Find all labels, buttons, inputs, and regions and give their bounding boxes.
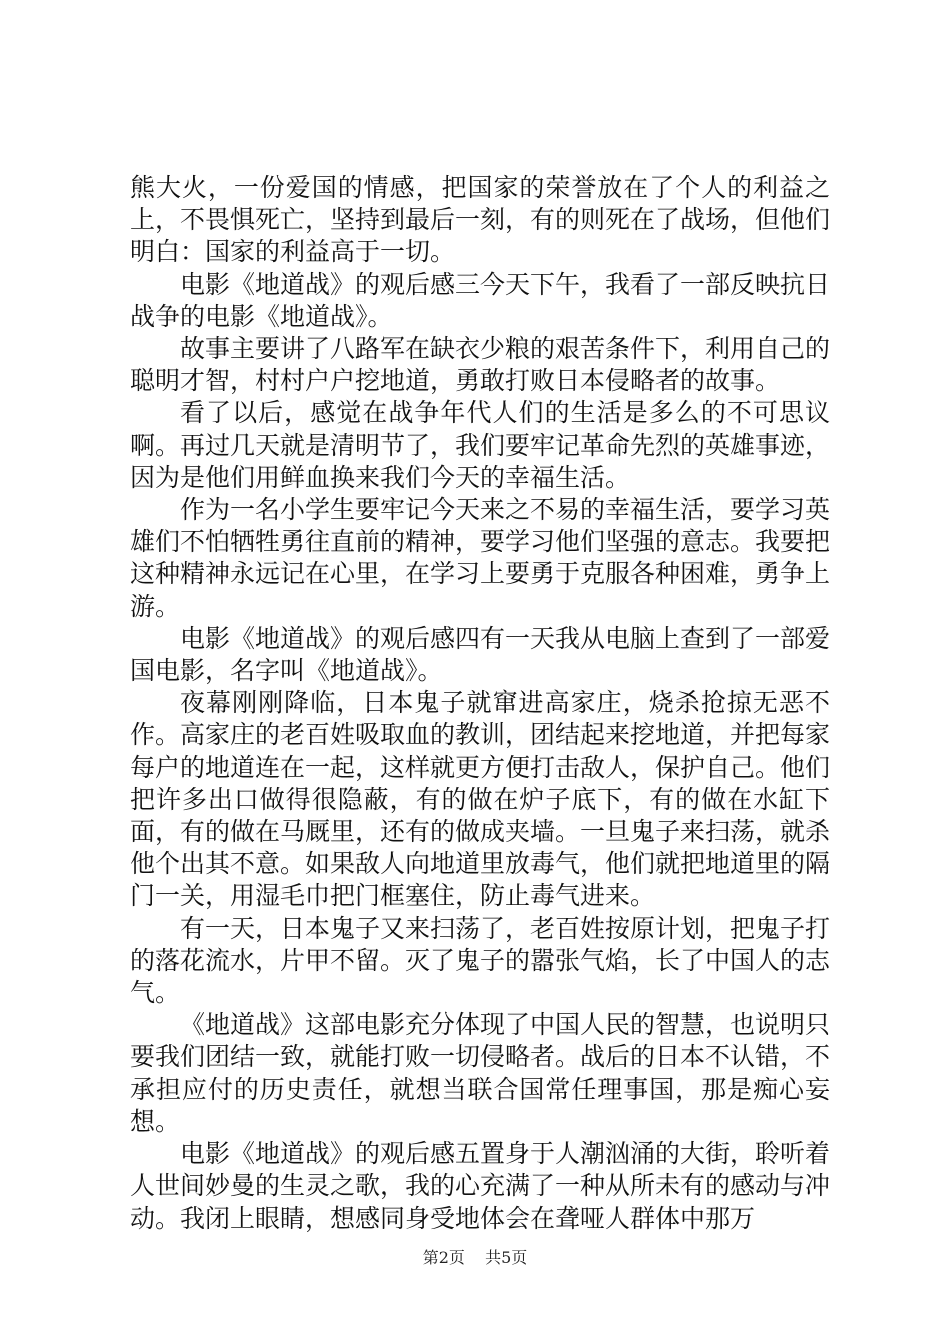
paragraph: 作为一名小学生要牢记今天来之不易的幸福生活，要学习英雄们不怕牺牲勇往直前的精神，要学习他们坚强的意志。我要把这种精神永远记在心里，在学习上要勇于克服各种困难，勇争上游。 [130,495,831,621]
page-footer [0,1245,950,1268]
paragraph: 电影《地道战》的观后感五置身于人潮汹涌的大街，聆听着人世间妙曼的生灵之歌，我的心充满了一种从所未有的感动与冲动。我闭上眼睛，想感同身受地体会在聋哑人群体中那万 [130,1139,831,1233]
paragraph: 故事主要讲了八路军在缺衣少粮的艰苦条件下，利用自己的聪明才智，村村户户挖地道，勇敢打败日本侵略者的故事。 [130,334,831,396]
paragraph: 电影《地道战》的观后感三今天下午，我看了一部反映抗日战争的电影《地道战》。 [130,269,831,331]
paragraph: 有一天，日本鬼子又来扫荡了，老百姓按原计划，把鬼子打的落花流水，片甲不留。灭了鬼子的嚣张气焰，长了中国人的志气。 [130,913,831,1008]
page-number: 第2页 [422,1248,465,1267]
document-body [130,172,830,1235]
paragraph: 夜幕刚刚降临，日本鬼子就窜进高家庄，烧杀抢掠无恶不作。高家庄的老百姓吸取血的教训，团结起来挖地道，并把每家每户的地道连在一起，这样就更方便打击敌人，保护自己。他们把许多出口做得很隐蔽，有的做在炉子底下，有的做在水缸下面，有的做在马厩里，还有的做成夹墙。一旦鬼子来扫荡，就杀他个出其不意。如果敌人向地道里放毒气，他们就把地道里的隔门一关，用湿毛巾把门框塞住，防止毒气进来。 [130,688,831,911]
paragraph: 看了以后，感觉在战争年代人们的生活是多么的不可思议啊。再过几天就是清明节了，我们要牢记革命先烈的英雄事迹，因为是他们用鲜血换来我们今天的幸福生活。 [130,398,831,492]
paragraph: 《地道战》这部电影充分体现了中国人民的智慧，也说明只要我们团结一致，就能打败一切侵略者。战后的日本不认错，不承担应付的历史责任，就想当联合国常任理事国，那是痴心妄想。 [130,1010,831,1136]
page-total: 共5页 [485,1248,528,1267]
paragraph-continued: 熊大火，一份爱国的情感，把国家的荣誉放在了个人的利益之上，不畏惧死亡，坚持到最后一刻，有的则死在了战场，但他们明白：国家的利益高于一切。 [130,173,831,267]
paragraph: 电影《地道战》的观后感四有一天我从电脑上查到了一部爱国电影，名字叫《地道战》。 [130,623,831,686]
